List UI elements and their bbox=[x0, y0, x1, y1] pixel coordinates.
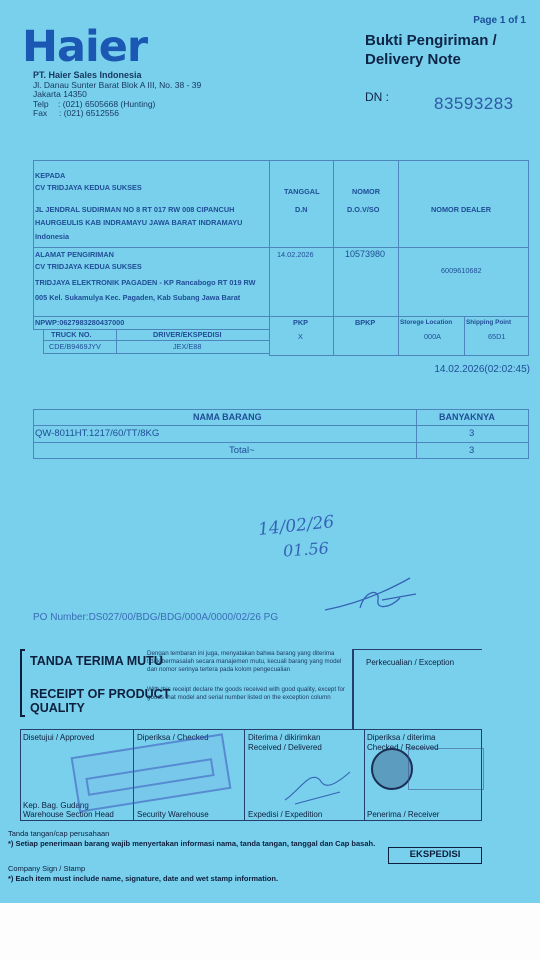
total-label: Total~ bbox=[229, 445, 255, 456]
footer-note-2: *) Setiap penerimaan barang wajib menyertakan informasi nama, tanda tangan, tanggal dan Cap basah. bbox=[8, 839, 376, 848]
pkp-header: PKP bbox=[293, 318, 309, 327]
ship-name: CV TRIDJAYA KEDUA SUKSES bbox=[35, 262, 142, 271]
receipt-desc-en: With this receipt declare the goods received with good quality, except for goods that model and serial number listed on the exception column bbox=[147, 686, 345, 701]
checked-label: Diperiksa / Checked bbox=[137, 733, 209, 742]
dealer-cell bbox=[398, 160, 529, 248]
nomor-value: 10573980 bbox=[345, 249, 386, 259]
handwritten-date: 14/02/26 bbox=[257, 512, 336, 540]
ship-label: ALAMAT PENGIRIMAN bbox=[35, 250, 114, 259]
print-datetime: 14.02.2026(02:02:45) bbox=[434, 364, 530, 375]
item-qty-header: BANYAKNYA bbox=[439, 412, 495, 422]
customer-address-2: HAURGEULIS KAB INDRAMAYU JAWA BARAT INDRAMAYU bbox=[35, 218, 243, 227]
company-info bbox=[33, 71, 201, 119]
tanggal-cell bbox=[269, 160, 334, 248]
dealer-value: 6009610682 bbox=[441, 266, 482, 275]
tanggal-value: 14.02.2026 bbox=[277, 250, 314, 259]
footer-note-4: *) Each item must include name, signature, date and wet stamp information. bbox=[8, 874, 279, 883]
total-row bbox=[33, 442, 417, 459]
company-fax: Fax : (021) 6512556 bbox=[33, 108, 119, 119]
ekspedisi-label: EKSPEDISI bbox=[409, 849, 461, 860]
company-address-2: Jakarta 14350 bbox=[33, 89, 87, 100]
ship-address-2: 005 Kel. Sukamulya Kec. Pagaden, Kab Subang Jawa Barat bbox=[35, 293, 241, 302]
dn-label: DN : bbox=[365, 90, 389, 104]
storage-header: Storege Location bbox=[400, 319, 453, 326]
ship-address-1: TRIDJAYA ELEKTRONIK PAGADEN - KP Rancabogo RT 019 RW bbox=[35, 278, 256, 287]
po-number: PO Number:DS027/00/BDG/BDG/000A/0000/02/26 PG bbox=[33, 612, 279, 623]
receipt-title-en-1: RECEIPT OF PRODUCT bbox=[30, 687, 171, 701]
pkp-value: X bbox=[298, 332, 303, 341]
title-line-1: Bukti Pengiriman / bbox=[365, 32, 497, 49]
receipt-title-en-2: QUALITY bbox=[30, 701, 85, 715]
nomor-header: NOMOR bbox=[352, 187, 380, 196]
customer-country: Indonesia bbox=[35, 232, 70, 241]
dovso-header: D.O.V/SO bbox=[347, 205, 380, 214]
page-number: Page 1 of 1 bbox=[473, 15, 526, 26]
kep-label-1: Kep. Bag. Gudang bbox=[23, 801, 89, 810]
driver-value: JEX/E88 bbox=[173, 342, 202, 351]
dealer-stamp-circle bbox=[371, 748, 413, 790]
receipt-bracket bbox=[20, 649, 25, 717]
item-name: QW-8011HT.1217/60/TT/8KG bbox=[35, 428, 160, 439]
receiver-signature bbox=[280, 760, 355, 810]
security-label: Security Warehouse bbox=[137, 810, 209, 819]
customer-address-1: JL JENDRAL SUDIRMAN NO 8 RT 017 RW 008 CIPANCUH bbox=[35, 205, 235, 214]
total-qty: 3 bbox=[469, 445, 475, 456]
bpkp-header: BPKP bbox=[355, 318, 376, 327]
footer-note-3: Company Sign / Stamp bbox=[8, 864, 86, 873]
footer-note-1: Tanda tangan/cap perusahaan bbox=[8, 829, 110, 838]
info-table bbox=[33, 160, 529, 356]
dealer-header: NOMOR DEALER bbox=[431, 205, 491, 214]
kepada-label: KEPADA bbox=[35, 171, 66, 180]
receipt-title-id: TANDA TERIMA MUTU bbox=[30, 654, 163, 668]
customer-name: CV TRIDJAYA KEDUA SUKSES bbox=[35, 183, 142, 192]
approved-label: Disetujui / Approved bbox=[23, 733, 95, 742]
shipping-value: 65D1 bbox=[488, 332, 506, 341]
dealer-value-cell bbox=[398, 247, 529, 317]
delivered-label: Received / Delivered bbox=[248, 743, 322, 752]
shipping-header: Shipping Point bbox=[466, 319, 512, 326]
sign-divider-2 bbox=[244, 729, 245, 821]
title-line-2: Delivery Note bbox=[365, 51, 461, 68]
kep-label-2: Warehouse Section Head bbox=[23, 810, 114, 819]
signature-scribble bbox=[320, 570, 425, 620]
receipt-divider bbox=[352, 650, 354, 730]
nomor-cell bbox=[333, 160, 399, 248]
dn-number: 83593283 bbox=[434, 94, 514, 113]
received2-label: Checked / Received bbox=[367, 743, 439, 752]
sign-top-line bbox=[20, 729, 482, 730]
receipt-desc-id: Dengan lembaran ini juga, menyatakan bahwa barang yang diterima tidak bermasalah secara manajemen mutu, kecuali barang yang model dan nomor serinya tertera pada kolom pengecualian bbox=[147, 650, 342, 673]
driver-header: DRIVER/EKSPEDISI bbox=[153, 330, 222, 339]
exception-label: Perkecualian / Exception bbox=[366, 658, 455, 667]
company-telp: Telp : (021) 6505668 (Hunting) bbox=[33, 98, 156, 109]
handwritten-time: 01.56 bbox=[282, 538, 330, 561]
dn-header: D.N bbox=[295, 205, 308, 214]
company-address-1: Jl. Danau Sunter Barat Blok A III, No. 38 - 39 bbox=[33, 79, 202, 90]
document-title bbox=[365, 31, 497, 69]
footer bbox=[0, 820, 540, 903]
storage-value: 000A bbox=[424, 332, 442, 341]
items-table bbox=[33, 409, 529, 459]
haier-logo: Haier bbox=[22, 22, 148, 72]
penerima-label: Penerima / Receiver bbox=[367, 810, 440, 819]
truck-header: TRUCK NO. bbox=[51, 330, 92, 339]
npwp-value: NPWP:0627983280437000 bbox=[35, 318, 125, 327]
checked2-label: Diperiksa / diterima bbox=[367, 733, 436, 742]
ekspedisi-box bbox=[388, 847, 482, 864]
sign-divider-3 bbox=[364, 729, 365, 821]
item-name-header: NAMA BARANG bbox=[193, 412, 262, 422]
sign-border-left bbox=[20, 729, 21, 821]
exception-top-line bbox=[352, 649, 482, 650]
company-name: PT. Haier Sales Indonesia bbox=[33, 70, 142, 80]
item-qty: 3 bbox=[469, 428, 475, 439]
tanggal-header: TANGGAL bbox=[284, 187, 320, 196]
truck-value: CDE/B9469JYV bbox=[49, 342, 101, 351]
expedisi-label: Expedisi / Expedition bbox=[248, 810, 323, 819]
received-label: Diterima / dikirimkan bbox=[248, 733, 321, 742]
dealer-stamp-box bbox=[408, 748, 484, 790]
